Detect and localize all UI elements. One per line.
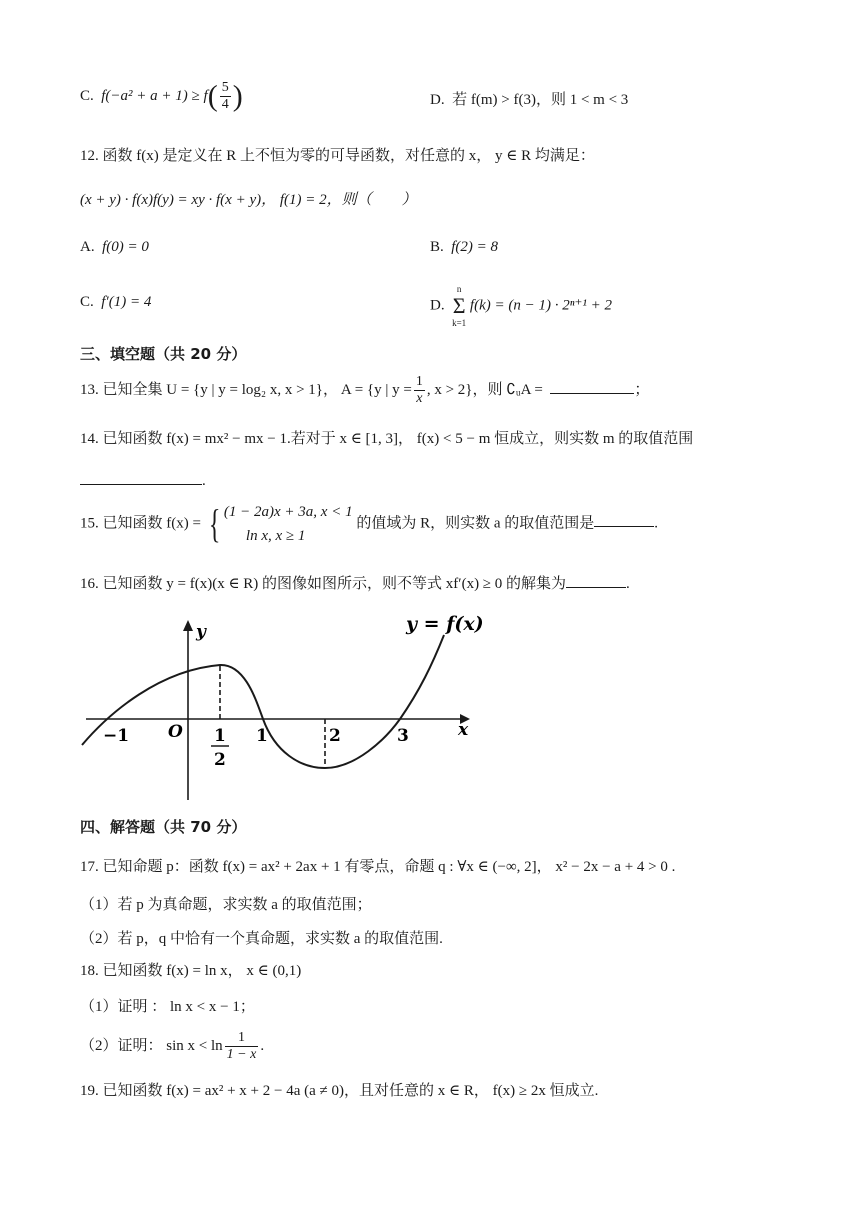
q14-answer-line: . <box>80 470 206 492</box>
origin-label: O <box>168 722 183 742</box>
sigma-sum: n Σ k=1 <box>452 284 467 328</box>
function-label: y = f(x) <box>406 613 484 635</box>
tick-label-half-den: 2 <box>214 750 226 770</box>
piecewise-cases: (1 − 2a)x + 3a, x < 1 ln x, x ≥ 1 <box>223 504 353 544</box>
tick-label-neg1: −1 <box>103 726 130 746</box>
q12-condition: (x + y) · f(x)f(y) = xy · f(x + y)， f(1) = 2，则（ ） <box>80 192 417 208</box>
section-heading-fill-in: 三、填空题（共 20 分） <box>80 345 247 363</box>
q18-stem: 18. 已知函数 f(x) = ln x， x ∈ (0,1) <box>80 963 302 979</box>
tick-label-half-num: 1 <box>214 726 226 746</box>
q12-option-d: D. n Σ k=1 f(k) = (n − 1) · 2ⁿ⁺¹ + 2 <box>430 284 612 328</box>
q11-option-d-text: 若 f(m) > f(3)，则 1 < m < 3 <box>452 92 629 108</box>
fraction: $\frac{1}{x}$ <box>415 374 423 406</box>
q19-stem: 19. 已知函数 f(x) = ax² + x + 2 − 4a (a ≠ 0)，且对任意的 x ∈ R， f(x) ≥ 2x 恒成立. <box>80 1083 599 1099</box>
q12-option-a: A. f(0) = 0 <box>80 239 149 255</box>
tick-label-3: 3 <box>397 726 409 746</box>
q13: 13. 已知全集 U = {y | y = log₂ x, x > 1}， A = {y | y = $\frac{1}{x}$ , x > 2}，则 ∁ᵤA = ； <box>80 374 650 406</box>
q17-part1: （1）若 p 为真命题，求实数 a 的取值范围； <box>80 897 372 913</box>
q12-option-b: B. f(2) = 8 <box>430 239 499 255</box>
y-axis-arrow <box>183 620 193 631</box>
q12-option-c: C. f′(1) = 4 <box>80 294 152 310</box>
function-curve <box>82 635 444 768</box>
q12-stem: 12. 函数 f(x) 是定义在 R 上不恒为零的可导函数，对任意的 x， y ∈ R 均满足： <box>80 148 595 164</box>
q17-stem: 17. 已知命题 p：函数 f(x) = ax² + 2ax + 1 有零点，命题 q : ∀x ∈ (−∞, 2]， x² − 2x − a + 4 > 0 . <box>80 859 676 875</box>
fraction: $\frac{1}{1 - x}$ <box>226 1030 257 1062</box>
option-label: D. <box>430 92 445 108</box>
q11-option-c: C. f(−a² + a + 1) ≥ f( $\frac{5}{4}$ ) <box>80 79 243 113</box>
q17-part2: （2）若 p，q 中恰有一个真命题，求实数 a 的取值范围. <box>80 931 443 947</box>
q18-part1: （1）证明 ： ln x < x − 1； <box>80 999 255 1015</box>
section-heading-solve: 四、解答题（共 70 分） <box>80 818 247 836</box>
option-label: C. <box>80 87 94 104</box>
q16: 16. 已知函数 y = f(x)(x ∈ R) 的图像如图所示，则不等式 xf′(x) ≥ 0 的解集为 . <box>80 573 630 595</box>
tick-label-2: 2 <box>329 726 341 746</box>
q14-stem: 14. 已知函数 f(x) = mx² − mx − 1.若对于 x ∈ [1, 3]， f(x) < 5 − m 恒成立，则实数 m 的取值范围 <box>80 431 694 447</box>
q11-option-c-lhs: f(−a² + a + 1) ≥ f <box>101 87 208 104</box>
fraction: $\frac{5}{4}$ <box>221 80 229 112</box>
y-axis-label: y <box>196 622 206 642</box>
q15: 15. 已知函数 f(x) = { (1 − 2a)x + 3a, x < 1 ln x, x ≥ 1 的值域为 R，则实数 a 的取值范围是 . <box>80 501 658 546</box>
tick-label-1: 1 <box>256 726 268 746</box>
x-axis-label: x <box>458 720 469 740</box>
q18-part2: （2）证明： sin x < ln $\frac{1}{1 - x}$ . <box>80 1030 265 1062</box>
